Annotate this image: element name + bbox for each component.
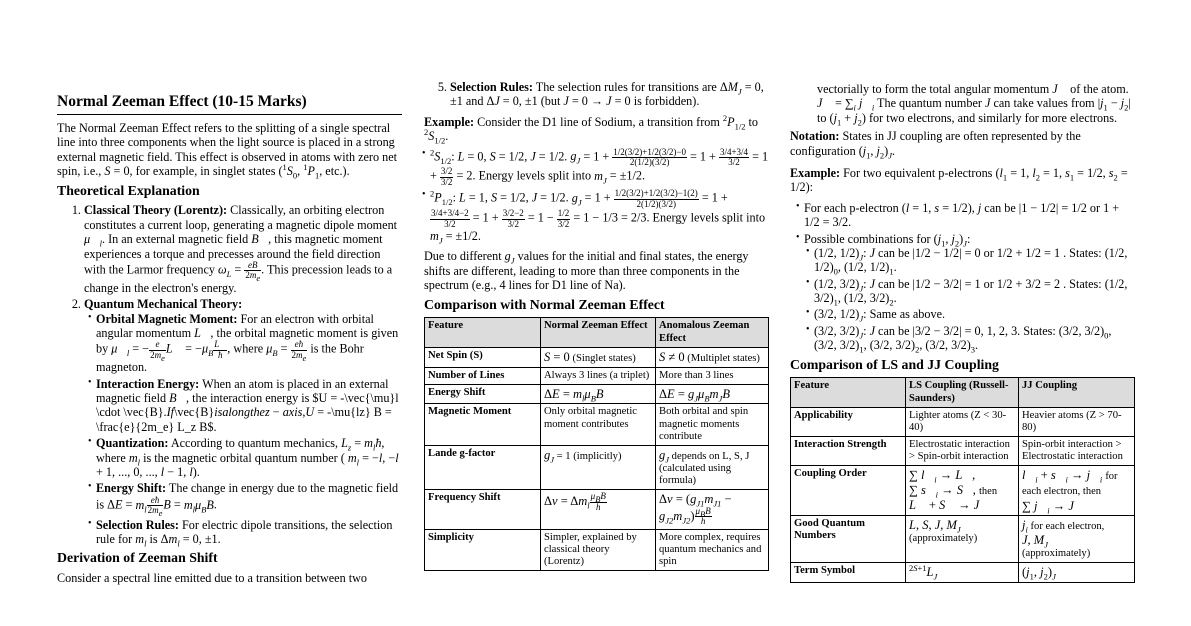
table-header-cell: LS Coupling (Russell-Saunders) bbox=[906, 378, 1019, 407]
jj-continuation: vectorially to form the total angular momentum J⃗ of the atom. J⃗ = $\sum_i$ $j⃗_i$ The quantum number J can take values from $|j_1 - j_2|$ to $(j_1 + j_2)$ for two electrons, and similarly for more electrons. bbox=[817, 82, 1131, 128]
normal-anomalous-table bbox=[424, 317, 769, 571]
bullet-energy-shift: • Energy Shift: The change in energy due to the magnetic field is $\Delta E = m_l$ $\frac{eħ}{2m_e}$ $B = m_l\mu_BB$. bbox=[96, 481, 402, 515]
combination-item: • (1/2, $1/2)_J$: J can be |1/2 − 1/2| = 0 or 1/2 + 1/2 = 1 . States: (1/2, $1/2)_0$, (1/2, $1/2)_1$. bbox=[814, 246, 1135, 275]
table-row: Good Quantum Numbers L, S, J, $M_J$ (approximately) $j_i$ for each electron, J, $M_J$ (approximately) bbox=[791, 515, 1135, 563]
column-3 bbox=[790, 82, 1135, 583]
table-row: Term Symbol $^{2S+1}L_J$ ($j_1$, $j_2)_J$ bbox=[791, 563, 1135, 582]
classical-theory-item: 1. Classical Theory (Lorentz): Classically, an orbiting electron constitutes a current loop, generating a magnetic dipole moment $\mu⃗_l$. In an external magnetic field B⃗, this magnetic moment experiences a torque and precesses around the field direction with the Larmor frequency $\omega_L$ = $\frac{eB}{2m_e}$ . This precession leads to a change in the electron's energy. bbox=[84, 203, 402, 295]
due-paragraph: Due to different $g_J$ values for the initial and final states, the energy shifts are different, leading to more than three components in the spectrum (e.g., 4 lines for D1 line of Na). bbox=[424, 249, 749, 293]
ls-jj-heading: Comparison of LS and JJ Coupling bbox=[790, 356, 999, 372]
sodium-example: Example: Consider the D1 line of Sodium, a transition from $^2P_{1/2}$ to $^2S_{1/2}$. bbox=[424, 112, 759, 146]
bullet-j-values: • For each p-electron (l = 1, s = 1/2), j can be |1 − 1/2| = 1/2 or 1 + 1/2 = 3/2. bbox=[804, 201, 1135, 230]
table-header-row bbox=[791, 378, 1135, 407]
table-row: Frequency Shift $\Delta\nu = \Delta m_l$ $\frac{\mu_BB}{h}$ $\Delta\nu = (g_{J1}m_{J1} - g_{J2}m_{J2})$ $\frac{\mu_BB}{h}$ bbox=[425, 490, 769, 529]
combination-item: • (1/2, $3/2)_J$: J can be |1/2 − 3/2| = 1 or 1/2 + 3/2 = 2 . States: (1/2, $3/2)_1$, (1/2, $3/2)_2$. bbox=[814, 277, 1135, 306]
table-row: Energy Shift $\Delta E = m_l\mu_BB$ $\Delta E = g_J\mu_Bm_JB$ bbox=[425, 385, 769, 404]
theory-list bbox=[57, 203, 402, 549]
table-header-cell: JJ Coupling bbox=[1019, 378, 1135, 407]
section-title: Normal Zeeman Effect (10-15 Marks) bbox=[57, 91, 402, 115]
bullet-combinations: • Possible combinations for ($j_1$, $j_2)_J$: • (1/2, $1/2)_J$: J can be |1/2 − 1/2| = 0 or 1/2 + 1/2 = 1 . States: (1/2, $1/2)_0$, (1/2, $1/2)_1$. • (1/2, $3/2)_J$: J can be |1/2 − 3/2| = 1 or 1/2 + 3/2 = 2 . States: (1/2, $3/2)_1$, (1/2, $3/2)_2$. • (3/2, $1/2)_J$: Same as above. • (3/2, $3/2)_J$: J can be |3/2 − 3/2| = 0, 1, 2, 3. States: (3/2, $3/2)_0$, (3/2, $3/2)_1$, (3/2, $3/2)_2$, (3/2, $3/2)_3$. bbox=[804, 232, 1135, 353]
p-level-item: • $^2P_{1/2}$: L = 1, S = 1/2, J = 1/2. $g_J = 1$ + $\frac{1/2(3/2)+1/2(3/2)-1(2)}{2(1/2)(3/2)}$ = 1 + $\frac{3/4+3/4-2}{3/2}$ = 1 + $\frac{3/2-2}{3/2}$ = 1 − $\frac{1/2}{3/2}$ = 1 − 1/3 = 2/3. Energy levels split into $m_J = \pm 1/2$. bbox=[430, 189, 769, 243]
table-row: Applicability Lighter atoms (Z < 30-40) Heavier atoms (Z > 70-80) bbox=[791, 407, 1135, 436]
selection-rules-item: 5. Selection Rules: The selection rules for transitions are $\Delta M_J = 0$, ±1 and ΔJ = 0, ±1 (but J = 0 → J = 0 is forbidden). bbox=[450, 80, 769, 109]
derivation-heading: Derivation of Zeeman Shift bbox=[57, 550, 218, 566]
table-row: Coupling Order ∑ $l⃗_i$ → L⃗, ∑ $s⃗_i$ → S⃗, then L⃗ + S⃗ → J⃗ $l⃗_i$ + $s⃗_i$ → $j⃗_i$ for each electron, then ∑ $j⃗_i$ → J⃗ bbox=[791, 466, 1135, 516]
table-header-cell: Feature bbox=[425, 318, 541, 347]
intro-paragraph: The Normal Zeeman Effect refers to the splitting of a single spectral line into three components when the light source is placed in a strong external magnetic field. This effect is observed in atoms with zero net spin, i.e., S = 0, for example, in singlet states ($^1S_0$, $^1P_1$, etc.). bbox=[57, 121, 398, 181]
table-row: Net Spin (S) S = 0 (Singlet states) S ≠ 0 (Multiplet states) bbox=[425, 347, 769, 367]
notation-paragraph: Notation: States in JJ coupling are often represented by the configuration ($j_1$, $j_2)_J$. bbox=[790, 129, 1081, 160]
normal-comparison-heading: Comparison with Normal Zeeman Effect bbox=[424, 296, 665, 312]
selection-rules-list bbox=[424, 80, 769, 109]
combination-item: • (3/2, $3/2)_J$: J can be |3/2 − 3/2| = 0, 1, 2, 3. States: (3/2, $3/2)_0$, (3/2, $3/2)_1$, (3/2, $3/2)_2$, (3/2, $3/2)_3$. bbox=[814, 324, 1135, 353]
bullet-quantization: • Quantization: According to quantum mechanics, $L_z$ = $m_lħ$, where $m_l$ is the magnetic orbital quantum number ( $m_l = -l$, −l + 1, ..., 0, ..., l − 1, l). bbox=[96, 436, 402, 479]
quantum-bullets bbox=[84, 312, 402, 547]
jj-bullets bbox=[790, 201, 1135, 353]
table-header-cell: Feature bbox=[791, 378, 906, 407]
table-row: Interaction Strength Electrostatic interaction > Spin-orbit interaction Spin-orbit interaction > Electrostatic interaction bbox=[791, 437, 1135, 466]
sodium-levels bbox=[424, 148, 769, 244]
combination-list bbox=[804, 246, 1135, 353]
s-level-item: • $^2S_{1/2}$: L = 0, S = 1/2, J = 1/2. $g_J = 1$ + $\frac{1/2(3/2)+1/2(3/2)-0}{2(1/2)(3/2)}$ = 1 + $\frac{3/4+3/4}{3/2}$ = 1 + $\frac{3/2}{3/2}$ = 2. Energy levels split into $m_J = \pm 1/2$. bbox=[430, 148, 769, 188]
quantum-theory-item: 2. Quantum Mechanical Theory: • Orbital Magnetic Moment: For an electron with orbital angular momentum L⃗, the orbital magnetic moment is given by $\mu⃗_l$ = − $\frac{e}{2m_e}$ L⃗ = $-\mu_B$ $\frac{L⃗}{ħ}$ , where $\mu_B$ = $\frac{eħ}{2m_e}$ is the Bohr magneton. • Interaction Energy: When an atom is placed in an external magnetic field B⃗, the interaction energy is $U = -\vec{\mu}l \cdot \vec{B}.If\vec{B}isalongthez − axis,U = -\mu{lz} B = \frac{e}{2m_e} L_z B$. • Quantization: According to quantum mechanics, $L_z$ = $m_lħ$, where $m_l$ is the magnetic orbital quantum number ( $m_l = -l$, −l + 1, ..., 0, ..., l − 1, l). • Energy Shift: The change in energy due to the magnetic field is $\Delta E = m_l$ $\frac{eħ}{2m_e}$ $B = m_l\mu_BB$. • Selection Rules: For electric dipole transitions, the selection rule for $m_l$ is $\Delta m_l = 0$, ±1. bbox=[84, 297, 402, 546]
bullet-orbital-moment: • Orbital Magnetic Moment: For an electron with orbital angular momentum L⃗, the orbital magnetic moment is given by $\mu⃗_l$ = − $\frac{e}{2m_e}$ L⃗ = $-\mu_B$ $\frac{L⃗}{ħ}$ , where $\mu_B$ = $\frac{eħ}{2m_e}$ is the Bohr magneton. bbox=[96, 312, 402, 375]
table-header-row bbox=[425, 318, 769, 347]
table-header-cell: Normal Zeeman Effect bbox=[541, 318, 656, 347]
table-row: Magnetic Moment Only orbital magnetic moment contributes Both orbital and spin magnetic moments contribute bbox=[425, 404, 769, 446]
table-header-cell: Anomalous Zeeman Effect bbox=[656, 318, 769, 347]
table-row: Simplicity Simpler, explained by classical theory (Lorentz) More complex, requires quantum mechanics and spin bbox=[425, 529, 769, 571]
combination-item: • (3/2, $1/2)_J$: Same as above. bbox=[814, 307, 1135, 321]
bullet-selection-rules: • Selection Rules: For electric dipole transitions, the selection rule for $m_l$ is $\Delta m_l = 0$, ±1. bbox=[96, 518, 402, 547]
ls-jj-table bbox=[790, 377, 1135, 582]
table-row: Lande g-factor $g_J = 1$ (implicitly) $g_J$ depends on L, S, J (calculated using formula) bbox=[425, 445, 769, 490]
table-row: Number of Lines Always 3 lines (a triplet) More than 3 lines bbox=[425, 367, 769, 384]
theory-heading: Theoretical Explanation bbox=[57, 182, 200, 198]
column-1 bbox=[57, 91, 402, 589]
derivation-paragraph: Consider a spectral line emitted due to a transition between two bbox=[57, 571, 368, 586]
bullet-interaction-energy: • Interaction Energy: When an atom is placed in an external magnetic field B⃗, the interaction energy is $U = -\vec{\mu}l \cdot \vec{B}.If\vec{B}isalongthez − axis,U = -\mu{lz} B = \frac{e}{2m_e} L_z B$. bbox=[96, 377, 402, 435]
column-2 bbox=[424, 80, 769, 571]
jj-example: Example: For two equivalent p-electrons ($l_1 = 1$, $l_2 = 1$, $s_1 = 1/2$, $s_2 = 1/2$): bbox=[790, 165, 1128, 195]
